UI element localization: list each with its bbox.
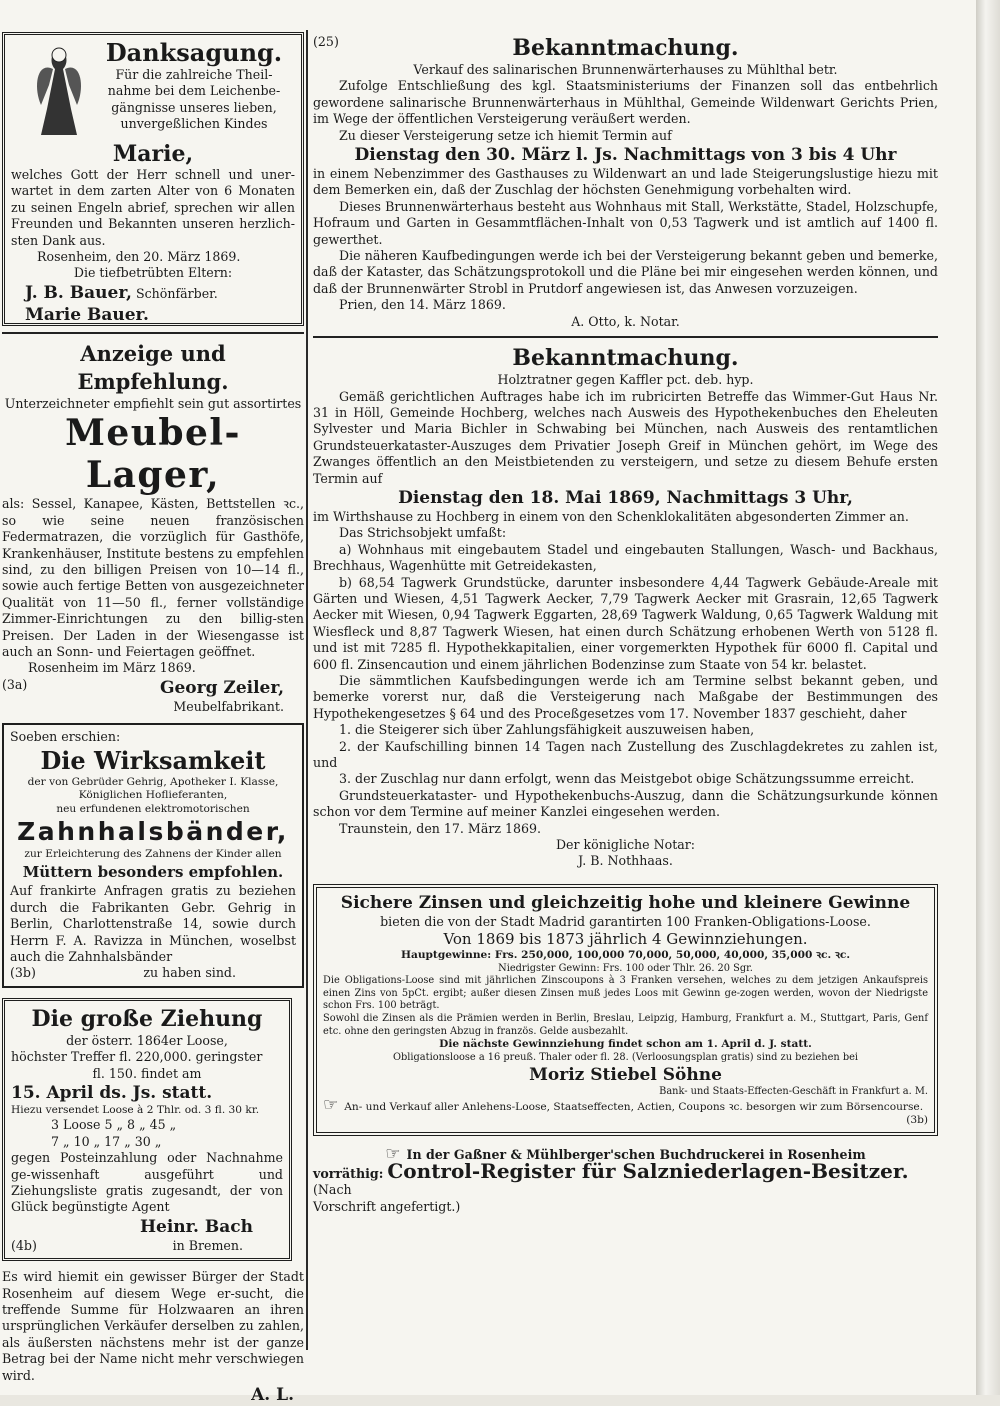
meubel-trade: Meubelfabrikant. (173, 698, 284, 714)
control-register-ad (313, 1143, 938, 1216)
dank-line: Für die zahlreiche Theil- (115, 67, 273, 82)
bek2-place-date: Traunstein, den 17. März 1869. (339, 820, 542, 836)
price-cell: „ (124, 1133, 131, 1149)
bekanntmachung-2 (313, 344, 938, 870)
meubel-title: Meubel-Lager, (65, 412, 241, 497)
bek1-paragraph: Zu dieser Versteigerung setze ich hiemit Termin auf (339, 127, 672, 143)
zahn-ad (2, 723, 304, 987)
bek2-item: b) 68,54 Tagwerk Grundstücke, darunter insbesondere 4,44 Tagwerk Gebäude-Areale mit Gärten und Wiesen, 4,51 Tagwerk Aecker, 7,79 Tagwerk Aecker mit Grasrain, 12,65 Tagwerk Aecker mit Wiesen, 0,94 Tagwerk Eggarten, 28,69 Tagwerk Waldung, 0,65 Tagwerk Waldung mit Wiesfleck und 8,87 Tagwerk Wiesen, hat einen durch Schätzung erhobenen Werth von 5128 fl. und ist mit 7285 fl. Hypothekkapitalien, einer vorgemerkten Hypothek für 6000 fl. Capital und 600 fl. Zinsencaution und einem jährlichen Bodenzinse zum Staate von 54 kr. belastet. (313, 574, 938, 672)
lotto-line: bieten die von der Stadt Madrid garantirten 100 Franken-Obligations-Loose. (380, 913, 871, 929)
ziehung-code: (4b) (11, 1237, 37, 1253)
price-cell: 45 (149, 1117, 166, 1133)
lotto-line: Die nächste Gewinnziehung findet schon am 1. April d. J. statt. (439, 1038, 812, 1051)
page-number: (25) (313, 34, 339, 49)
dank-title: Danksagung. (105, 38, 283, 67)
price-cell: 3 Loose 5 (51, 1117, 113, 1133)
ziehung-title: Die große Ziehung (31, 1005, 263, 1032)
holz-notice (2, 1269, 304, 1406)
lotto-code: (3b) (906, 1114, 928, 1127)
bek2-paragraph: Die sämmtlichen Kaufsbedingungen werde ich am Termine selbst bekannt geben, und bemerke vorerst nur, daß die Versteigerung nach Maßgabe der Bestimmungen des Hypothekengesetzes § 64 und des Proceßgesetzes vom 17. November 1837 geschieht, daher (313, 673, 938, 721)
price-cell: 7 (51, 1133, 60, 1149)
control-line: Vorschrift angefertigt.) (313, 1198, 461, 1214)
bek1-paragraph: Dieses Brunnenwärterhaus besteht aus Wohnhaus mit Stall, Werkstätte, Stadel, Holzschupfe, Hofraum und Garten in Gesammtflächen-Inhalt von 0,53 Tagwerk und ist amtlich auf 1400 fl. gewerthet. (313, 198, 938, 247)
bekanntmachung-1 (313, 34, 938, 330)
ziehung-line: fl. 150. findet am (92, 1065, 202, 1081)
bek2-paragraph: im Wirthshause zu Hochberg in einem von den Schenklokalitäten abgesonderten Zimmer an. (313, 508, 909, 524)
dank-trade: Schönfärber. (135, 285, 218, 301)
price-cell: „ (116, 1117, 124, 1133)
bek2-signature-label: Der königliche Notar: (555, 837, 696, 853)
bek2-item: a) Wohnhaus mit eingebautem Stadel und eingebauten Stallungen, Wasch- und Backhaus, Brechhaus, Wagenhütte mit Getreidekasten, (313, 541, 938, 574)
dank-ad (2, 32, 304, 326)
ziehung-agent: Heinr. Bach (139, 1216, 253, 1237)
bek2-numbered: 1. die Steigerer sich über Zahlungsfähigkeit auszuweisen haben, (339, 722, 755, 738)
lotto-line: An- und Verkauf aller Anlehens-Loose, Staatseffecten, Actien, Coupons ꝛc. besorgen wir zum Börsencourse. (344, 1100, 924, 1113)
notice-signature: A. L. (251, 1385, 294, 1406)
ziehung-text: gegen Posteinzahlung oder Nachnahme ge-wissenhaft ausgeführt und Ziehungsliste gratis zugesandt, der von Glück begünstigte Agent (11, 1150, 283, 1215)
zahn-line: der von Gebrüder Gehrig, Apotheker I. Klasse, (27, 775, 279, 788)
meubel-place-date: Rosenheim im März 1869. (28, 660, 196, 676)
price-cell: 10 (73, 1133, 90, 1149)
lotto-title: Sichere Zinsen und gleichzeitig hohe und kleinere Gewinne (340, 892, 911, 913)
zahn-line: Königlichen Hoflieferanten, (78, 789, 228, 802)
bek1-date: Dienstag den 30. März l. Js. Nachmittags von 3 bis 4 Uhr (354, 145, 897, 166)
lotto-line: Sowohl die Zinsen als die Prämien werden in Berlin, Breslau, Leipzig, Hamburg, Frankfurt a. M., Stuttgart, Paris, Genf etc. ohne den geringsten Abzug in französ. Gelde ausbezahlt. (323, 1013, 928, 1037)
lotto-line: Die Obligations-Loose sind mit jährlichen Zinscoupons à 3 Franken versehen, welches zu dem jetzigen Ankaufspreis einen Zins von 5pCt. ergibt; außer diesen Zinsen muß jedes Loos mit Gewinn ge-zogen werden, wovon der Niedrigste schon Frs. 100 beträgt. (323, 975, 928, 1012)
notice-text: Es wird hiemit ein gewisser Bürger der Stadt Rosenheim auf diesem Wege er-sucht, die treffende Summe für Holzwaaren an ihren ursprünglichen Verkäufer derselben zu zahlen, als äußersten nächstens mehr ist der ganze Betrag bei der Name nicht mehr verschwiegen wird. (2, 1269, 304, 1383)
lotto-ad (313, 884, 938, 1136)
lotto-firm-sub: Bank- und Staats-Effecten-Geschäft in Frankfurt a. M. (659, 1086, 928, 1098)
zahn-line: zur Erleichterung des Zahnens der Kinder allen (24, 847, 282, 860)
bek2-numbered: 3. der Zuschlag nur dann erfolgt, wenn das Meistgebot obige Schätzungssumme erreicht. (339, 771, 915, 787)
zahn-text: Auf frankirte Anfragen gratis zu beziehen durch die Fabrikanten Gebr. Gehrig in Berlin, Charlottenstraße 14, sowie durch Herrn F. A. Ravizza in München, woselbst auch die Zahnhalsbänder (10, 883, 296, 964)
lotto-line: Hauptgewinne: Frs. 250,000, 100,000 70,000, 50,000, 40,000, 35,000 ꝛc. ꝛc. (400, 949, 851, 962)
dank-text: welches Gott der Herr schnell und uner-wartet in dem zarten Alter von 6 Monaten zu seinen Engeln abrief, sprechen wir allen Freunden und Bekannten unseren herzlich-sten Dank aus. (11, 167, 295, 248)
meubel-ad (2, 340, 304, 715)
bek2-paragraph: Das Strichsobjekt umfaßt: (339, 525, 507, 541)
dank-line: gängnisse unseres lieben, (111, 99, 277, 115)
pointing-hand-icon: ☞ (385, 1143, 401, 1164)
ziehung-date: 15. April ds. Js. statt. (11, 1082, 213, 1103)
dank-name: Marie, (112, 141, 194, 167)
dank-signature: Marie Bauer. (25, 304, 149, 325)
bek2-sub: Holztratner gegen Kaffler pct. deb. hyp. (497, 372, 754, 388)
angel-icon (31, 39, 87, 139)
price-cell: 8 (127, 1117, 136, 1133)
bek2-signature: J. B. Nothhaas. (578, 853, 673, 869)
pointing-hand-icon: ☞ (323, 1094, 339, 1115)
page-spine (976, 0, 1000, 1395)
left-column (2, 32, 304, 1406)
zahn-end: zu haben sind. (143, 965, 236, 981)
right-column (313, 34, 938, 1215)
zahn-line: neu erfundenen elektromotorischen (56, 802, 250, 815)
lotto-line: Obligationsloose a 16 preuß. Thaler oder fl. 28. (Verloosungsplan gratis) sind zu beziehen bei (392, 1051, 859, 1063)
ziehung-line: höchster Treffer fl. 220,000. geringster (11, 1049, 263, 1065)
ziehung-city: in Bremen. (172, 1237, 243, 1253)
ziehung-row (11, 1134, 283, 1150)
bek1-title: Bekanntmachung. (512, 35, 739, 61)
dank-line: nahme bei dem Leichenbe- (107, 83, 281, 99)
bek1-paragraph: in einem Nebenzimmer des Gasthauses zu Wildenwart an und lade Steigerungslustige hiezu mit dem Bemerken ein, daß der Zuschlag der höchsten Genehmigung vorbehalten wird. (313, 166, 938, 198)
bek2-title: Bekanntmachung. (512, 345, 739, 372)
price-cell: 30 (134, 1133, 151, 1149)
zahn-big: Zahnhalsbänder, (17, 816, 289, 846)
bek2-paragraph: Gemäß gerichtlichen Auftrages habe ich im rubricirten Betreffe das Wimmer-Gut Haus Nr. 31 in Höll, Gemeinde Hochberg, welches nach Ausweis des Hypothekenbuches den Eheleuten Sylvester und Maria Bichler in Schwabing bei München, nach Ausweis des rentamtlichen Grundsteuerkataster-Auszuges dem Privatier Joseph Greif in München gehört, im Wege des Zwanges öffentlich an den Meistbietenden zu versteigern, und setze zu diesem Behufe ersten Termin auf (313, 388, 938, 486)
price-cell: „ (169, 1117, 177, 1133)
price-cell: „ (93, 1133, 101, 1149)
dank-signature: J. B. Bauer, (25, 282, 132, 303)
column-divider (306, 30, 308, 1350)
ziehung-ad (2, 998, 292, 1261)
bek2-paragraph: Grundsteuerkataster- und Hypothekenbuchs-Auszug, dann die Schätzungsurkunde können schon vor dem Termine auf meiner Kanzlei eingesehen werden. (313, 787, 938, 820)
bek1-signature: A. Otto, k. Notar. (571, 313, 680, 329)
zahn-code: (3b) (10, 965, 36, 981)
dank-place-date: Rosenheim, den 20. März 1869. (37, 249, 241, 265)
dank-line: unvergeßlichen Kindes (120, 116, 268, 132)
bek1-paragraph: Zufolge Entschließung des kgl. Staatsministeriums der Finanzen soll das entbehrlich gewordene salinarische Brunnenwärterhaus in Mühlthal, Gemeinde Wildenwart Gerichts Prien, im Wege der öffentlichen Versteigerung veräußert werden. (313, 78, 938, 127)
control-line: (Nach (313, 1182, 352, 1198)
dank-parents-label: Die tiefbetrübten Eltern: (73, 265, 233, 281)
meubel-code: (3a) (2, 676, 28, 692)
ziehung-line: der österr. 1864er Loose, (66, 1032, 228, 1048)
bek1-paragraph: Die näheren Kaufbedingungen werde ich bei der Versteigerung bekannt geben und bemerke, daß der Kataster, das Schätzungsprotokoll und die Pläne bei mir eingesehen werden können, und daß der Brunnenwärter Strobl in Prutdorf angewiesen ist, das Anwesen vorzuzeigen. (313, 248, 938, 296)
lotto-line: Niedrigster Gewinn: Frs. 100 oder Thlr. 26. 20 Sgr. (498, 962, 753, 974)
price-cell: „ (63, 1133, 70, 1149)
control-line: In der Gaßner & Mühlberger'schen Buchdruckerei in Rosenheim (406, 1146, 866, 1162)
bek1-sub: Verkauf des salinarischen Brunnenwärterhauses zu Mühlthal betr. (413, 62, 838, 77)
price-cell: „ (154, 1133, 162, 1149)
zahn-intro: Soeben erschien: (10, 729, 121, 745)
meubel-text: als: Sessel, Kanapee, Kästen, Bettstellen ꝛc., so wie seine neuen französischen Federmatrazen, die vorzüglich für Gasthöfe, Krankenhäuser, Institute bestens zu empfehlen sind, zu den billigen Preisen von 10—14 fl., sowie auch fertige Betten von ausgezeichneter Qualität von 11—50 fl., ferner vollständige Zimmer-Einrichtungen zu den billig-sten Preisen. Der Laden in der Wiesengasse ist auch an Sonn- und Feiertagen geöffnet. (2, 496, 304, 660)
zahn-line: Müttern besonders empfohlen. (22, 863, 284, 882)
price-cell: „ (139, 1117, 146, 1133)
control-title: Control-Register für Salzniederlagen-Besitzer. (387, 1159, 909, 1184)
zahn-title: Die Wirksamkeit (40, 745, 266, 775)
lotto-firm: Moriz Stiebel Söhne (529, 1065, 722, 1086)
meubel-heading: Anzeige und Empfehlung. (77, 341, 229, 394)
bek1-place-date: Prien, den 14. März 1869. (339, 297, 506, 313)
meubel-signature: Georg Zeiler, (159, 677, 284, 698)
bek2-date: Dienstag den 18. Mai 1869, Nachmittags 3 Uhr, (398, 487, 853, 508)
bek2-numbered: 2. der Kaufschilling binnen 14 Tagen nach Zustellung des Zuschlagdekretes zu zahlen ist, und (313, 738, 938, 771)
price-cell: 17 (104, 1133, 121, 1149)
lotto-line: Von 1869 bis 1873 jährlich 4 Gewinnziehungen. (443, 930, 808, 949)
meubel-sub: Unterzeichneter empfiehlt sein gut assortirtes (4, 396, 302, 411)
control-line: vorräthig: (313, 1166, 384, 1182)
ziehung-line: Hiezu versendet Loose à 2 Thlr. od. 3 fl. 30 kr. (11, 1103, 260, 1116)
ziehung-row (11, 1117, 283, 1133)
